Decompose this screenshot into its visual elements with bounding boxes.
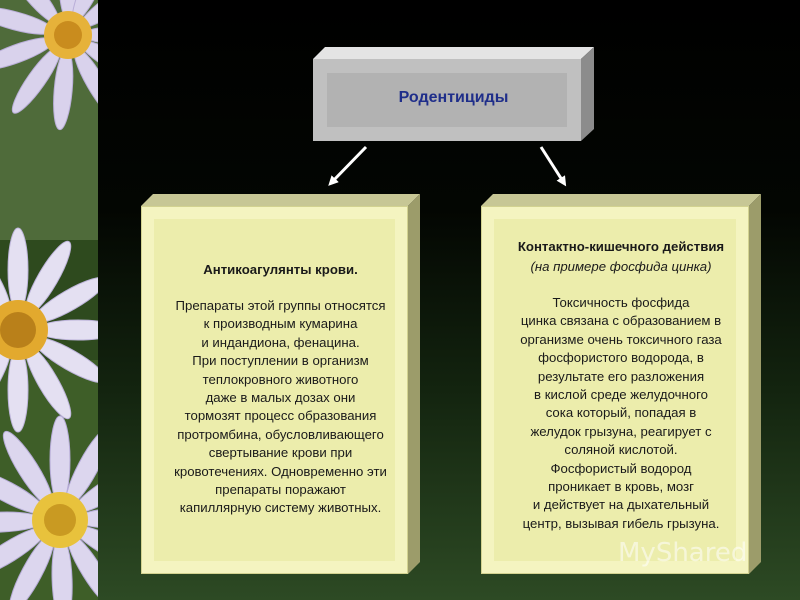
right-line: в кислой среде желудочного xyxy=(534,387,708,403)
right-panel xyxy=(481,194,761,574)
title-text: Родентициды xyxy=(398,89,509,106)
left-line: теплокровного животного xyxy=(202,371,359,387)
left-line: даже в малых дозах они xyxy=(205,390,356,406)
right-line: Фосфористый водород xyxy=(550,460,692,476)
right-heading: Контактно-кишечного действия xyxy=(517,239,725,254)
left-panel xyxy=(141,194,420,574)
right-line: соляной кислотой. xyxy=(564,442,678,458)
right-line: цинка связана с образованием в xyxy=(520,313,722,329)
left-line: При поступлении в организм xyxy=(192,353,369,369)
left-line: капиллярную систему животных. xyxy=(179,500,382,516)
right-line: организме очень токсичного газа xyxy=(520,331,722,347)
right-line: и действует на дыхательный xyxy=(532,497,710,513)
right-line: фосфористого водорода, в xyxy=(538,350,704,366)
right-line: желудок грызуна, реагирует с xyxy=(530,423,712,439)
right-line: Токсичность фосфида xyxy=(552,295,690,310)
watermark: MyShared xyxy=(618,538,748,568)
right-body xyxy=(481,294,761,533)
left-line: протромбина, обусловливающего xyxy=(177,426,384,442)
left-line: и индандиона, фенацина. xyxy=(201,334,360,350)
left-arrow xyxy=(331,147,366,183)
right-line: проникает в кровь, мозг xyxy=(548,479,694,495)
right-line: центр, вызывая гибель грызуна. xyxy=(522,515,720,531)
left-heading: Антикоагулянты крови. xyxy=(203,262,358,277)
left-body xyxy=(141,297,420,518)
right-subheading: (на примере фосфида цинка) xyxy=(530,259,712,274)
left-line: свертывание крови при xyxy=(208,445,353,461)
right-line: сока который, попадая в xyxy=(545,405,697,421)
left-line: к производным кумарина xyxy=(203,316,358,332)
right-arrow xyxy=(541,147,564,183)
right-line: результате его разложения xyxy=(537,368,705,384)
left-line: тормозят процесс образования xyxy=(184,408,377,424)
left-line: препараты поражают xyxy=(215,482,346,498)
left-line: кровотечениях. Одновременно эти xyxy=(174,463,387,479)
left-line: Препараты этой группы относятся xyxy=(175,298,386,313)
